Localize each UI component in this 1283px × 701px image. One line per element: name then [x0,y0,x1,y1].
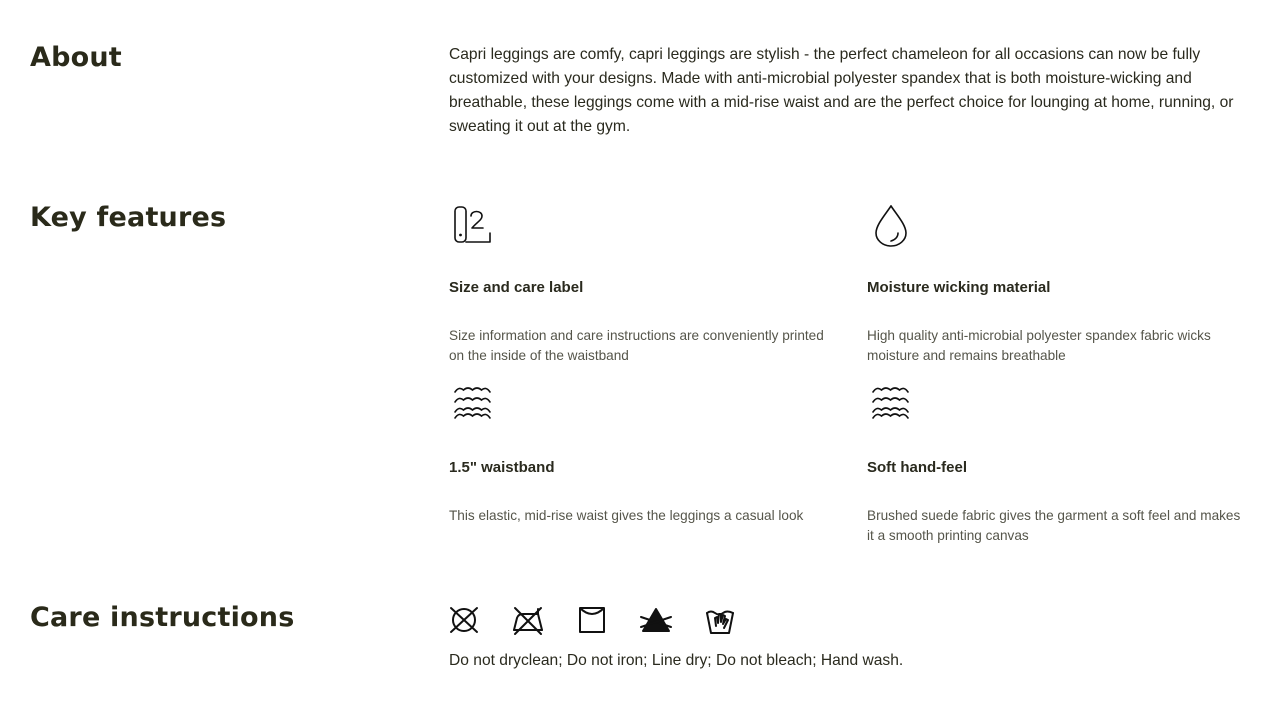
hand-wash-icon [703,604,737,636]
about-description: Capri leggings are comfy, capri leggings are stylish - the perfect chameleon for all occasions can now be fully customized with your designs. Made with anti-microbial polyester spandex that is both moisture-wicking and breathable, these leggings come with a mid-rise waist and are the perfect choice for lounging at home, running, or sweating it out at the gym. [449,46,1234,135]
care-icons-row [447,604,767,636]
care-instructions-text: Do not dryclean; Do not iron; Line dry; Do not bleach; Hand wash. [449,652,904,669]
feature-description: This elastic, mid-rise waist gives the leggings a casual look [449,508,804,523]
key-features-heading: Key features [30,202,227,233]
feature-title: Size and care label [449,279,584,296]
do-not-dryclean-icon [447,604,481,636]
water-drop-icon [871,205,911,245]
do-not-bleach-icon [639,604,673,636]
about-heading: About [30,42,122,73]
feature-title: 1.5" waistband [449,459,555,476]
feature-description: High quality anti-microbial polyester spandex fabric wicks moisture and remains breathable [867,328,1211,363]
line-dry-icon [575,604,609,636]
feature-description: Brushed suede fabric gives the garment a soft feel and makes it a smooth printing canvas [867,508,1241,543]
waves-icon [871,385,911,425]
feature-title: Soft hand-feel [867,459,967,476]
feature-description: Size information and care instructions are conveniently printed on the inside of the waistband [449,328,824,363]
care-instructions-heading: Care instructions [30,602,295,633]
waves-icon [453,385,493,425]
feature-title: Moisture wicking material [867,279,1051,296]
do-not-iron-icon [511,604,545,636]
size-label-icon [453,205,493,245]
